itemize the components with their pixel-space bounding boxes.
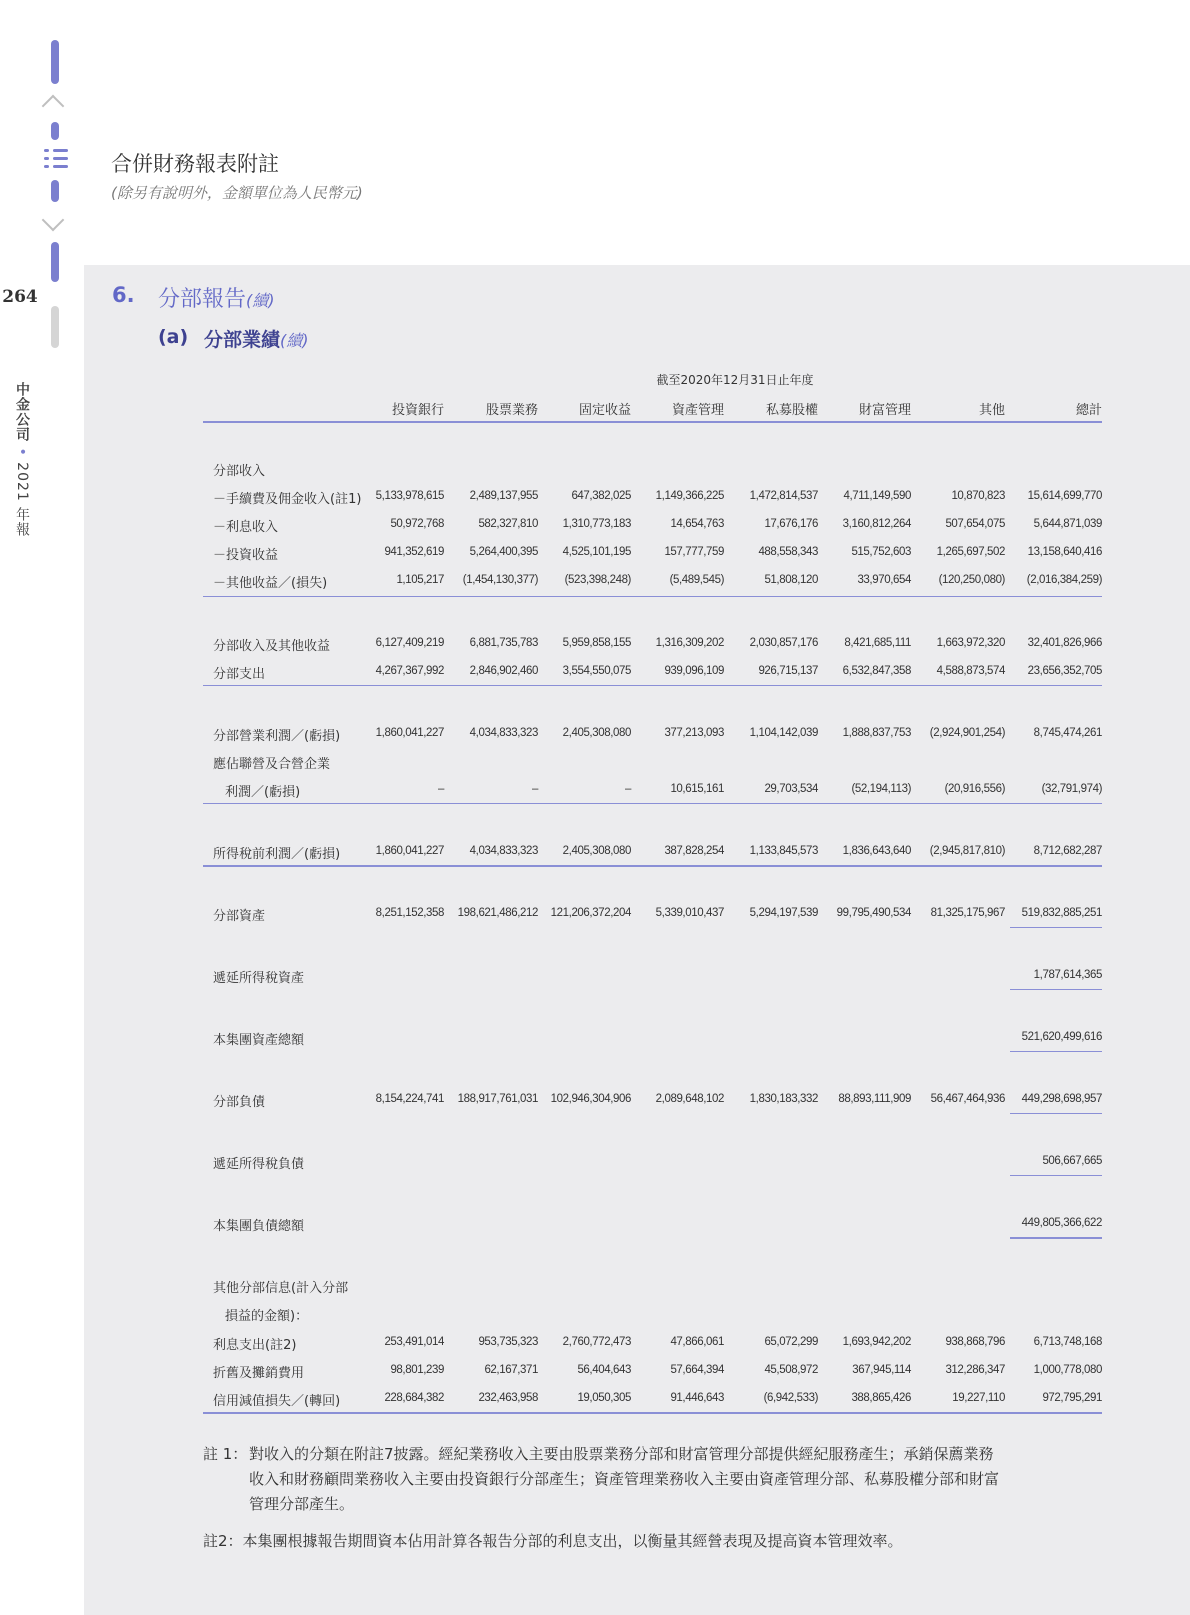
table-cell: 5,264,400,395 bbox=[469, 546, 538, 558]
table-rule bbox=[203, 865, 1102, 867]
table-cell: 312,286,347 bbox=[945, 1364, 1005, 1376]
note-1 bbox=[203, 1442, 1103, 1517]
row-label: 分部營業利潤／(虧損) bbox=[213, 729, 341, 744]
chevron-up-icon[interactable] bbox=[42, 95, 65, 118]
table-cell: 1,472,814,537 bbox=[749, 490, 818, 502]
rail-bar bbox=[51, 122, 59, 140]
table-cell: 8,712,682,287 bbox=[1033, 845, 1102, 857]
table-cell: (2,924,901,254) bbox=[929, 727, 1005, 739]
table-cell: (2,016,384,259) bbox=[1026, 574, 1102, 586]
table-cell: 198,621,486,212 bbox=[457, 907, 538, 919]
table-cell: 1,104,142,039 bbox=[749, 727, 818, 739]
table-rule bbox=[1010, 1237, 1102, 1239]
table-cell: 56,467,464,936 bbox=[930, 1093, 1005, 1105]
table-cell: 8,421,685,111 bbox=[844, 637, 911, 649]
table-cell: 953,735,323 bbox=[478, 1336, 538, 1348]
page-number: 264 bbox=[2, 287, 38, 307]
table-cell: 1,000,778,080 bbox=[1033, 1364, 1102, 1376]
table-cell: 23,656,352,705 bbox=[1027, 665, 1102, 677]
table-cell: 5,133,978,615 bbox=[375, 490, 444, 502]
table-cell: 99,795,490,534 bbox=[836, 907, 911, 919]
rail-bar bbox=[51, 242, 59, 282]
table-cell: 367,945,114 bbox=[852, 1364, 911, 1376]
table-cell: 972,795,291 bbox=[1042, 1392, 1102, 1404]
row-label: 其他分部信息(計入分部 bbox=[213, 1281, 349, 1296]
table-cell: (20,916,556) bbox=[944, 783, 1005, 795]
table-cell: 5,644,871,039 bbox=[1033, 518, 1102, 530]
table-cell: 45,508,972 bbox=[764, 1364, 818, 1376]
table-cell: 2,405,308,080 bbox=[562, 845, 631, 857]
row-label: 損益的金額)： bbox=[225, 1309, 309, 1324]
column-header: 投資銀行 bbox=[391, 403, 444, 418]
table-rule bbox=[1010, 1175, 1102, 1176]
table-cell: 10,615,161 bbox=[670, 783, 724, 795]
table-cell: 1,105,217 bbox=[396, 574, 444, 586]
row-label: 本集團資產總額 bbox=[213, 1033, 305, 1048]
section-title: 分部報告(續) bbox=[158, 287, 275, 312]
row-label: －投資收益 bbox=[213, 548, 279, 563]
table-cell: 29,703,534 bbox=[764, 783, 818, 795]
table-cell: 8,154,224,741 bbox=[375, 1093, 444, 1105]
table-cell: (523,398,248) bbox=[564, 574, 631, 586]
table-cell: 1,149,366,225 bbox=[655, 490, 724, 502]
row-label: 分部負債 bbox=[213, 1095, 266, 1110]
table-rule bbox=[1010, 1113, 1102, 1114]
table-cell: 5,339,010,437 bbox=[655, 907, 724, 919]
table-cell: 938,868,796 bbox=[945, 1336, 1005, 1348]
table-cell: 91,446,643 bbox=[670, 1392, 724, 1404]
table-cell: 15,614,699,770 bbox=[1027, 490, 1102, 502]
table-cell: 157,777,759 bbox=[664, 546, 724, 558]
column-header: 其他 bbox=[978, 403, 1005, 418]
table-cell: 2,760,772,473 bbox=[562, 1336, 631, 1348]
column-header: 財富管理 bbox=[858, 403, 911, 418]
table-cell: 8,745,474,261 bbox=[1033, 727, 1102, 739]
table-cell: 19,227,110 bbox=[952, 1392, 1005, 1404]
table-cell: 50,972,768 bbox=[390, 518, 444, 530]
table-cell: 2,405,308,080 bbox=[562, 727, 631, 739]
note-1-line-2: 收入和財務顧問業務收入主要由投資銀行分部產生；資產管理業務收入主要由資產管理分部、私募股權分部和財富 bbox=[249, 1470, 1000, 1488]
row-label: 應佔聯營及合營企業 bbox=[213, 757, 331, 772]
row-label: 折舊及攤銷費用 bbox=[213, 1366, 305, 1381]
table-cell: 377,213,093 bbox=[664, 727, 724, 739]
table-cell: 10,870,823 bbox=[951, 490, 1005, 502]
table-cell: 488,558,343 bbox=[758, 546, 818, 558]
company-name: 中金公司 bbox=[14, 382, 30, 442]
table-cell: 121,206,372,204 bbox=[550, 907, 631, 919]
table-cell: 449,298,698,957 bbox=[1021, 1093, 1102, 1105]
table-cell: 4,588,873,574 bbox=[936, 665, 1005, 677]
column-header: 股票業務 bbox=[485, 403, 538, 418]
table-cell: 14,654,763 bbox=[670, 518, 724, 530]
table-cell: 1,860,041,227 bbox=[375, 727, 444, 739]
table-cell: 1,888,837,753 bbox=[842, 727, 911, 739]
table-cell: 65,072,299 bbox=[764, 1336, 818, 1348]
table-cell: 1,133,845,573 bbox=[749, 845, 818, 857]
table-cell: 6,532,847,358 bbox=[842, 665, 911, 677]
row-label: 遞延所得稅負債 bbox=[213, 1157, 305, 1172]
table-cell: 3,160,812,264 bbox=[842, 518, 911, 530]
row-label: 遞延所得稅資產 bbox=[213, 971, 305, 986]
table-cell: 647,382,025 bbox=[571, 490, 631, 502]
table-cell: 521,620,499,616 bbox=[1021, 1031, 1102, 1043]
subsection-number: (a) bbox=[158, 326, 189, 348]
table-cell: 3,554,550,075 bbox=[562, 665, 631, 677]
table-cell: 19,050,305 bbox=[577, 1392, 631, 1404]
table-cell: 2,846,902,460 bbox=[469, 665, 538, 677]
page-subtitle: (除另有說明外，金額單位為人民幣元) bbox=[111, 184, 363, 202]
report-name: 2021 年報 bbox=[14, 462, 30, 538]
row-label: －利息收入 bbox=[213, 520, 279, 535]
menu-list-icon[interactable] bbox=[44, 148, 68, 170]
row-label: 利潤／(虧損) bbox=[225, 785, 301, 800]
table-cell: 4,034,833,323 bbox=[469, 845, 538, 857]
table-cell: 4,711,149,590 bbox=[843, 490, 911, 502]
rail-bar bbox=[51, 180, 59, 202]
table-cell: 88,893,111,909 bbox=[838, 1093, 911, 1105]
table-cell: – bbox=[532, 783, 538, 795]
table-cell: 57,664,394 bbox=[670, 1364, 724, 1376]
table-cell: 32,401,826,966 bbox=[1027, 637, 1102, 649]
table-cell: 2,489,137,955 bbox=[469, 490, 538, 502]
note-1-line-3: 管理分部產生。 bbox=[249, 1495, 355, 1513]
note-1-tag: 註 1： bbox=[203, 1445, 248, 1463]
table-cell: 6,127,409,219 bbox=[375, 637, 444, 649]
table-cell: 6,881,735,783 bbox=[469, 637, 538, 649]
note-2-tag: 註2： bbox=[203, 1532, 243, 1550]
report-label bbox=[8, 382, 32, 537]
table-cell: 13,158,640,416 bbox=[1027, 546, 1102, 558]
table-cell: 2,030,857,176 bbox=[749, 637, 818, 649]
page-title: 合併財務報表附註 bbox=[111, 152, 279, 176]
row-label: 利息支出(註2) bbox=[213, 1338, 297, 1353]
table-cell: 1,310,773,183 bbox=[562, 518, 631, 530]
table-cell: 4,034,833,323 bbox=[469, 727, 538, 739]
table-cell: (2,945,817,810) bbox=[929, 845, 1005, 857]
table-cell: 253,491,014 bbox=[384, 1336, 444, 1348]
table-cell: 582,327,810 bbox=[478, 518, 538, 530]
row-label: 分部資產 bbox=[213, 909, 266, 924]
table-cell: (5,489,545) bbox=[669, 574, 724, 586]
column-header: 資產管理 bbox=[671, 403, 724, 418]
chevron-down-icon[interactable] bbox=[42, 209, 65, 232]
row-label: 分部收入 bbox=[213, 464, 266, 479]
table-cell: 939,096,109 bbox=[664, 665, 724, 677]
table-cell: 5,959,858,155 bbox=[562, 637, 631, 649]
table-cell: (32,791,974) bbox=[1041, 783, 1102, 795]
table-rule bbox=[203, 685, 1102, 686]
table-cell: 926,715,137 bbox=[758, 665, 818, 677]
table-rule bbox=[203, 421, 1102, 423]
table-cell: 47,866,061 bbox=[670, 1336, 724, 1348]
table-period: 截至2020年12月31日止年度 bbox=[656, 373, 814, 387]
table-cell: 8,251,152,358 bbox=[375, 907, 444, 919]
table-cell: 388,865,426 bbox=[851, 1392, 911, 1404]
separator-dot: • bbox=[14, 447, 30, 457]
table-cell: 81,325,175,967 bbox=[930, 907, 1005, 919]
table-rule bbox=[1010, 927, 1102, 928]
table-cell: 228,684,382 bbox=[384, 1392, 444, 1404]
table-cell: – bbox=[438, 783, 444, 795]
table-cell: 515,752,603 bbox=[851, 546, 911, 558]
table-cell: (120,250,080) bbox=[938, 574, 1005, 586]
table-cell: 1,316,309,202 bbox=[655, 637, 724, 649]
row-label: 分部收入及其他收益 bbox=[213, 639, 331, 654]
table-rule bbox=[1010, 989, 1102, 990]
table-cell: 17,676,176 bbox=[764, 518, 818, 530]
table-rule bbox=[203, 596, 1102, 597]
note-2-text: 本集團根據報告期間資本佔用計算各報告分部的利息支出，以衡量其經營表現及提高資本管理效率。 bbox=[242, 1532, 903, 1550]
row-label: 本集團負債總額 bbox=[213, 1219, 305, 1234]
table-cell: 519,832,885,251 bbox=[1021, 907, 1102, 919]
row-label: 所得稅前利潤／(虧損) bbox=[213, 847, 341, 862]
table-cell: 4,267,367,992 bbox=[375, 665, 444, 677]
table-cell: (1,454,130,377) bbox=[462, 574, 538, 586]
table-cell: – bbox=[625, 783, 631, 795]
column-header: 私募股權 bbox=[765, 403, 818, 418]
row-label: －其他收益／(損失) bbox=[213, 576, 328, 591]
row-label: －手續費及佣金收入(註1) bbox=[213, 492, 362, 507]
subsection-title: 分部業績(續) bbox=[204, 329, 309, 351]
table-cell: 4,525,101,195 bbox=[562, 546, 631, 558]
subsection-cont: (續) bbox=[280, 331, 309, 350]
table-cell: 506,667,665 bbox=[1042, 1155, 1102, 1167]
table-cell: 33,970,654 bbox=[857, 574, 911, 586]
table-cell: 51,808,120 bbox=[764, 574, 818, 586]
table-cell: 2,089,648,102 bbox=[655, 1093, 724, 1105]
section-cont: (續) bbox=[246, 291, 275, 310]
table-cell: 507,654,075 bbox=[945, 518, 1005, 530]
note-1-line-1: 對收入的分類在附註7披露。經紀業務收入主要由股票業務分部和財富管理分部提供經紀服務產生；承銷保薦業務 bbox=[249, 1445, 994, 1463]
column-header: 固定收益 bbox=[578, 403, 631, 418]
table-cell: 188,917,761,031 bbox=[457, 1093, 538, 1105]
table-cell: 1,663,972,320 bbox=[936, 637, 1005, 649]
table-cell: 449,805,366,622 bbox=[1021, 1217, 1102, 1229]
table-cell: (6,942,533) bbox=[763, 1392, 818, 1404]
table-rule bbox=[1010, 1051, 1102, 1052]
table-cell: 1,860,041,227 bbox=[375, 845, 444, 857]
rail-bar-inactive bbox=[51, 306, 59, 348]
table-cell: 6,713,748,168 bbox=[1033, 1336, 1102, 1348]
table-rule bbox=[203, 803, 1102, 804]
note-2 bbox=[203, 1529, 903, 1554]
rail-bar-top bbox=[51, 40, 59, 84]
section-number: 6. bbox=[112, 283, 135, 307]
table-rule bbox=[203, 1412, 1102, 1414]
column-header: 總計 bbox=[1075, 403, 1102, 418]
row-label: 信用減值損失／(轉回) bbox=[213, 1394, 341, 1409]
table-cell: 1,787,614,365 bbox=[1033, 969, 1102, 981]
table-cell: 62,167,371 bbox=[484, 1364, 538, 1376]
row-label: 分部支出 bbox=[213, 667, 266, 682]
table-cell: 1,693,942,202 bbox=[842, 1336, 911, 1348]
table-cell: 5,294,197,539 bbox=[749, 907, 818, 919]
table-cell: 232,463,958 bbox=[478, 1392, 538, 1404]
table-cell: 56,404,643 bbox=[577, 1364, 631, 1376]
table-cell: 1,836,643,640 bbox=[842, 845, 911, 857]
table-cell: 1,265,697,502 bbox=[936, 546, 1005, 558]
side-navigation bbox=[40, 0, 80, 1615]
table-cell: 1,830,183,332 bbox=[749, 1093, 818, 1105]
table-cell: 98,801,239 bbox=[390, 1364, 444, 1376]
table-cell: 102,946,304,906 bbox=[550, 1093, 631, 1105]
table-cell: 387,828,254 bbox=[664, 845, 724, 857]
table-cell: 941,352,619 bbox=[384, 546, 444, 558]
table-cell: (52,194,113) bbox=[851, 783, 911, 795]
